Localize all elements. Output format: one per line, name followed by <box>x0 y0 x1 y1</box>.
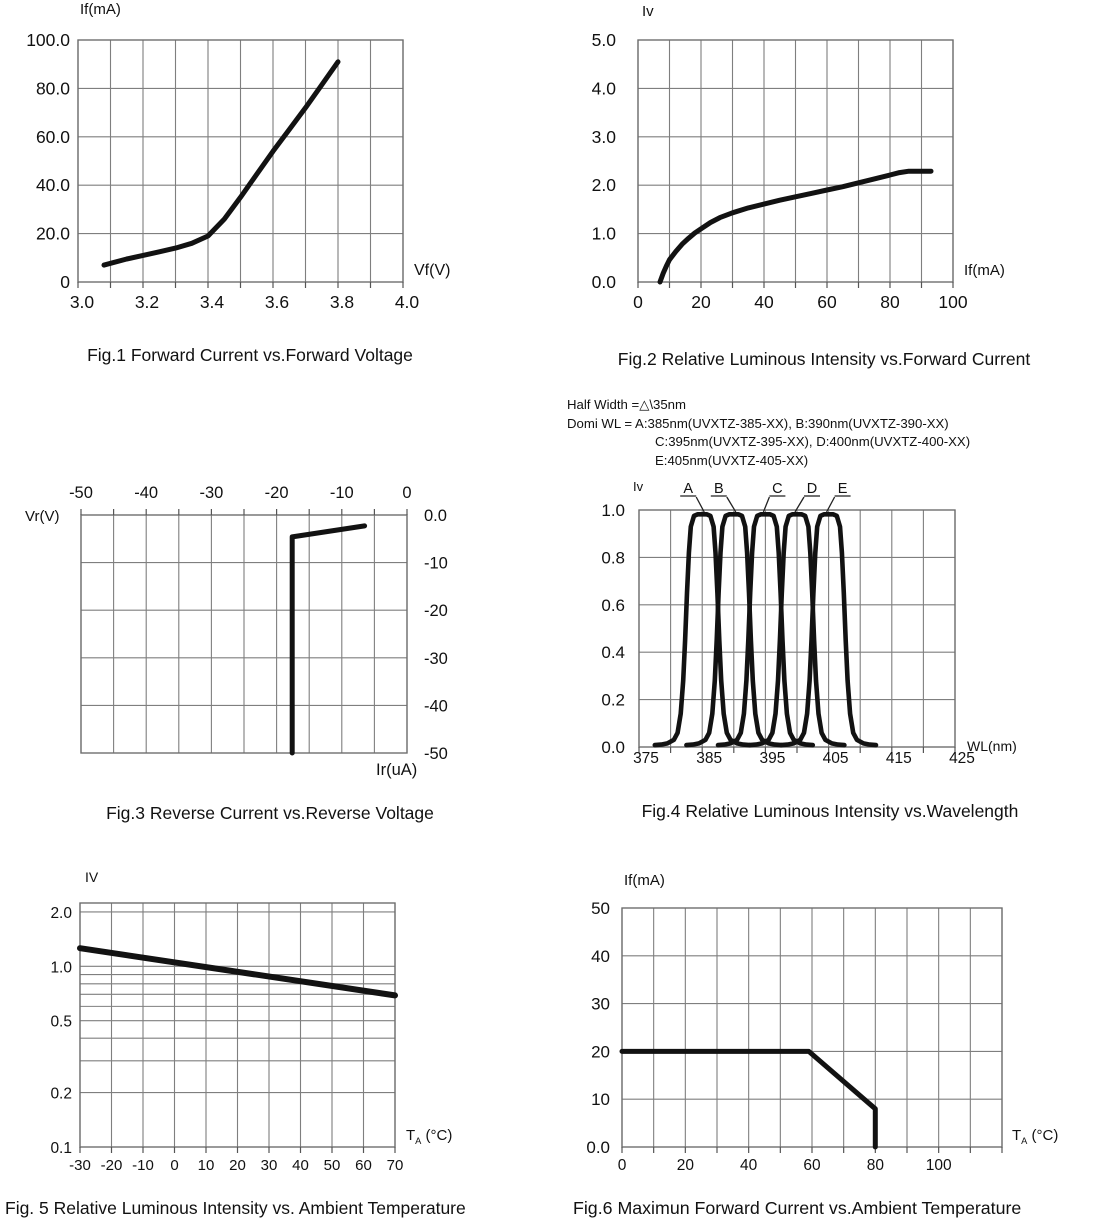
fig6-tick-marks <box>622 1147 1002 1153</box>
svg-text:30: 30 <box>260 1157 278 1174</box>
svg-text:0: 0 <box>402 484 412 502</box>
svg-text:385: 385 <box>696 750 723 767</box>
fig5-x-tick-labels <box>69 1157 403 1174</box>
svg-text:415: 415 <box>885 750 912 767</box>
svg-text:20: 20 <box>591 1042 610 1062</box>
svg-text:20: 20 <box>229 1157 246 1174</box>
svg-text:-50: -50 <box>424 745 448 763</box>
svg-text:1.0: 1.0 <box>50 959 72 977</box>
svg-text:3.2: 3.2 <box>134 292 160 312</box>
fig4-x-axis-title: WL(nm) <box>967 738 1017 754</box>
fig3-y-axis-title: Vr(V) <box>25 508 60 525</box>
svg-text:20.0: 20.0 <box>35 223 70 244</box>
fig3-caption: Fig.3 Reverse Current vs.Reverse Voltage <box>106 803 434 823</box>
fig6-y-tick-labels <box>586 899 610 1157</box>
svg-text:5.0: 5.0 <box>591 30 616 50</box>
svg-text:-20: -20 <box>100 1157 123 1174</box>
svg-text:0: 0 <box>617 1157 627 1174</box>
svg-text:-30: -30 <box>199 484 224 502</box>
fig3-x-tick-labels <box>69 484 412 502</box>
svg-text:60.0: 60.0 <box>35 126 70 147</box>
fig2-x-tick-labels <box>633 292 968 312</box>
fig1-curve-If-Vf <box>104 62 338 265</box>
fig4-note-domi-wl: Domi WL = A:385nm(UVXTZ-385-XX), B:390nm(UVXTZ-390-XX) <box>567 415 949 431</box>
svg-text:80.0: 80.0 <box>35 78 70 99</box>
svg-text:0.6: 0.6 <box>601 595 625 615</box>
fig5-x-axis-title: $T_A$ (°C) <box>406 1127 453 1146</box>
fig4-caption: Fig.4 Relative Luminous Intensity vs.Wavelength <box>641 801 1019 821</box>
svg-text:0.2: 0.2 <box>50 1085 72 1103</box>
fig2-y-tick-labels <box>592 30 617 292</box>
fig5-y-tick-labels <box>50 905 72 1157</box>
svg-text:1.0: 1.0 <box>591 223 616 244</box>
svg-text:3.0: 3.0 <box>69 292 95 312</box>
svg-text:0.0: 0.0 <box>601 738 625 757</box>
svg-text:395: 395 <box>759 750 786 767</box>
svg-text:0.4: 0.4 <box>601 643 625 663</box>
fig1-y-axis-title: If(mA) <box>80 1 121 18</box>
svg-text:40: 40 <box>591 946 610 966</box>
peak-label-E: E <box>837 481 848 497</box>
svg-text:-40: -40 <box>134 484 159 502</box>
svg-text:0.5: 0.5 <box>50 1013 72 1031</box>
fig1-y-tick-labels <box>26 30 70 292</box>
fig2-x-axis-title: If(mA) <box>964 262 1005 279</box>
fig5-chart <box>50 903 403 1174</box>
fig4-y-tick-labels <box>601 501 625 757</box>
svg-text:1.0: 1.0 <box>601 501 625 520</box>
fig2-caption: Fig.2 Relative Luminous Intensity vs.Forward Current <box>617 349 1031 369</box>
peak-label-B: B <box>713 481 724 497</box>
svg-text:40: 40 <box>740 1157 758 1174</box>
fig3-chart <box>69 484 448 763</box>
svg-text:0.8: 0.8 <box>601 548 625 568</box>
fig1-x-tick-labels <box>70 292 420 312</box>
fig3-tick-marks <box>81 509 407 515</box>
fig4-y-axis-title: Iv <box>633 479 644 494</box>
svg-text:40.0: 40.0 <box>35 175 70 196</box>
svg-text:0: 0 <box>170 1157 179 1174</box>
svg-text:-10: -10 <box>132 1157 154 1174</box>
svg-text:-30: -30 <box>424 649 448 668</box>
svg-text:20: 20 <box>676 1157 694 1174</box>
fig6-x-tick-labels <box>618 1157 952 1174</box>
fig6-caption: Fig.6 Maximun Forward Current vs.Ambient Temperature <box>573 1198 1022 1218</box>
svg-text:375: 375 <box>633 750 659 767</box>
svg-text:100: 100 <box>925 1157 952 1174</box>
svg-text:40: 40 <box>754 292 774 312</box>
svg-text:60: 60 <box>803 1157 821 1174</box>
svg-text:50: 50 <box>591 899 610 918</box>
svg-text:0: 0 <box>60 272 70 292</box>
fig6-chart <box>586 899 1002 1174</box>
svg-text:0: 0 <box>633 292 643 312</box>
svg-text:60: 60 <box>817 292 837 312</box>
svg-text:10: 10 <box>591 1090 610 1110</box>
svg-text:40: 40 <box>292 1157 309 1174</box>
fig2-tick-marks <box>638 282 953 288</box>
svg-text:-10: -10 <box>424 554 448 573</box>
svg-text:405: 405 <box>822 750 849 767</box>
svg-text:0.2: 0.2 <box>601 690 625 710</box>
fig3-x-axis-title: Ir(uA) <box>376 761 418 779</box>
fig2-chart <box>592 30 968 312</box>
svg-text:2.0: 2.0 <box>50 904 72 922</box>
svg-text:20: 20 <box>691 292 711 312</box>
svg-text:3.6: 3.6 <box>264 292 290 312</box>
fig5-y-axis-title: IV <box>85 869 99 885</box>
svg-text:0.1: 0.1 <box>50 1140 72 1157</box>
fig4-peak-labels <box>680 481 850 512</box>
fig1-chart <box>26 30 419 312</box>
svg-text:0.0: 0.0 <box>424 507 447 525</box>
fig4-note-e: E:405nm(UVXTZ-405-XX) <box>655 452 809 468</box>
svg-text:-30: -30 <box>69 1157 91 1174</box>
fig3-curve-Ir-Vr <box>292 526 364 753</box>
svg-text:3.8: 3.8 <box>329 292 355 312</box>
svg-text:100: 100 <box>938 292 968 312</box>
fig1-caption: Fig.1 Forward Current vs.Forward Voltage <box>87 345 413 365</box>
fig2-gridlines <box>638 40 953 282</box>
svg-text:30: 30 <box>591 994 610 1014</box>
fig6-y-axis-title: If(mA) <box>624 872 665 889</box>
fig4-note-cd: C:395nm(UVXTZ-395-XX), D:400nm(UVXTZ-400-XX) <box>655 434 971 450</box>
svg-text:80: 80 <box>880 292 900 312</box>
fig5-caption: Fig. 5 Relative Luminous Intensity vs. Ambient Temperature <box>5 1198 466 1218</box>
svg-text:4.0: 4.0 <box>394 292 420 312</box>
fig5-gridlines <box>80 903 395 1147</box>
svg-text:-20: -20 <box>424 602 448 621</box>
svg-text:70: 70 <box>386 1157 404 1174</box>
fig2-y-axis-title: Iv <box>642 3 654 20</box>
svg-text:80: 80 <box>866 1157 884 1174</box>
fig1-x-axis-title: Vf(V) <box>414 262 451 279</box>
fig1-tick-marks <box>78 282 403 288</box>
fig5-tick-marks <box>80 1147 395 1153</box>
fig3-y-tick-labels <box>424 507 448 763</box>
fig6-x-axis-title: $T_A$ (°C) <box>1012 1127 1059 1146</box>
svg-text:3.4: 3.4 <box>199 292 225 312</box>
svg-text:0.0: 0.0 <box>591 272 616 292</box>
svg-text:0.0: 0.0 <box>586 1138 610 1157</box>
fig6-gridlines <box>622 908 1002 1147</box>
fig4-note-halfwidth: Half Width =△\35nm <box>567 397 686 412</box>
fig4-notes <box>567 396 970 470</box>
svg-text:100.0: 100.0 <box>26 30 70 50</box>
peak-label-D: D <box>806 481 818 497</box>
svg-text:3.0: 3.0 <box>591 126 616 147</box>
fig4-chart <box>601 481 975 767</box>
svg-text:-40: -40 <box>424 697 448 716</box>
svg-text:10: 10 <box>197 1157 215 1174</box>
svg-text:4.0: 4.0 <box>591 78 616 99</box>
svg-text:60: 60 <box>355 1157 372 1174</box>
svg-text:2.0: 2.0 <box>591 175 616 196</box>
svg-text:-10: -10 <box>329 484 354 502</box>
svg-text:-50: -50 <box>69 484 93 502</box>
svg-text:50: 50 <box>323 1157 341 1174</box>
fig1-gridlines <box>78 40 403 282</box>
peak-label-A: A <box>683 481 694 497</box>
peak-label-C: C <box>772 481 783 497</box>
svg-text:-20: -20 <box>264 484 289 502</box>
fig3-gridlines <box>81 515 407 753</box>
svg-text:425: 425 <box>949 750 975 767</box>
